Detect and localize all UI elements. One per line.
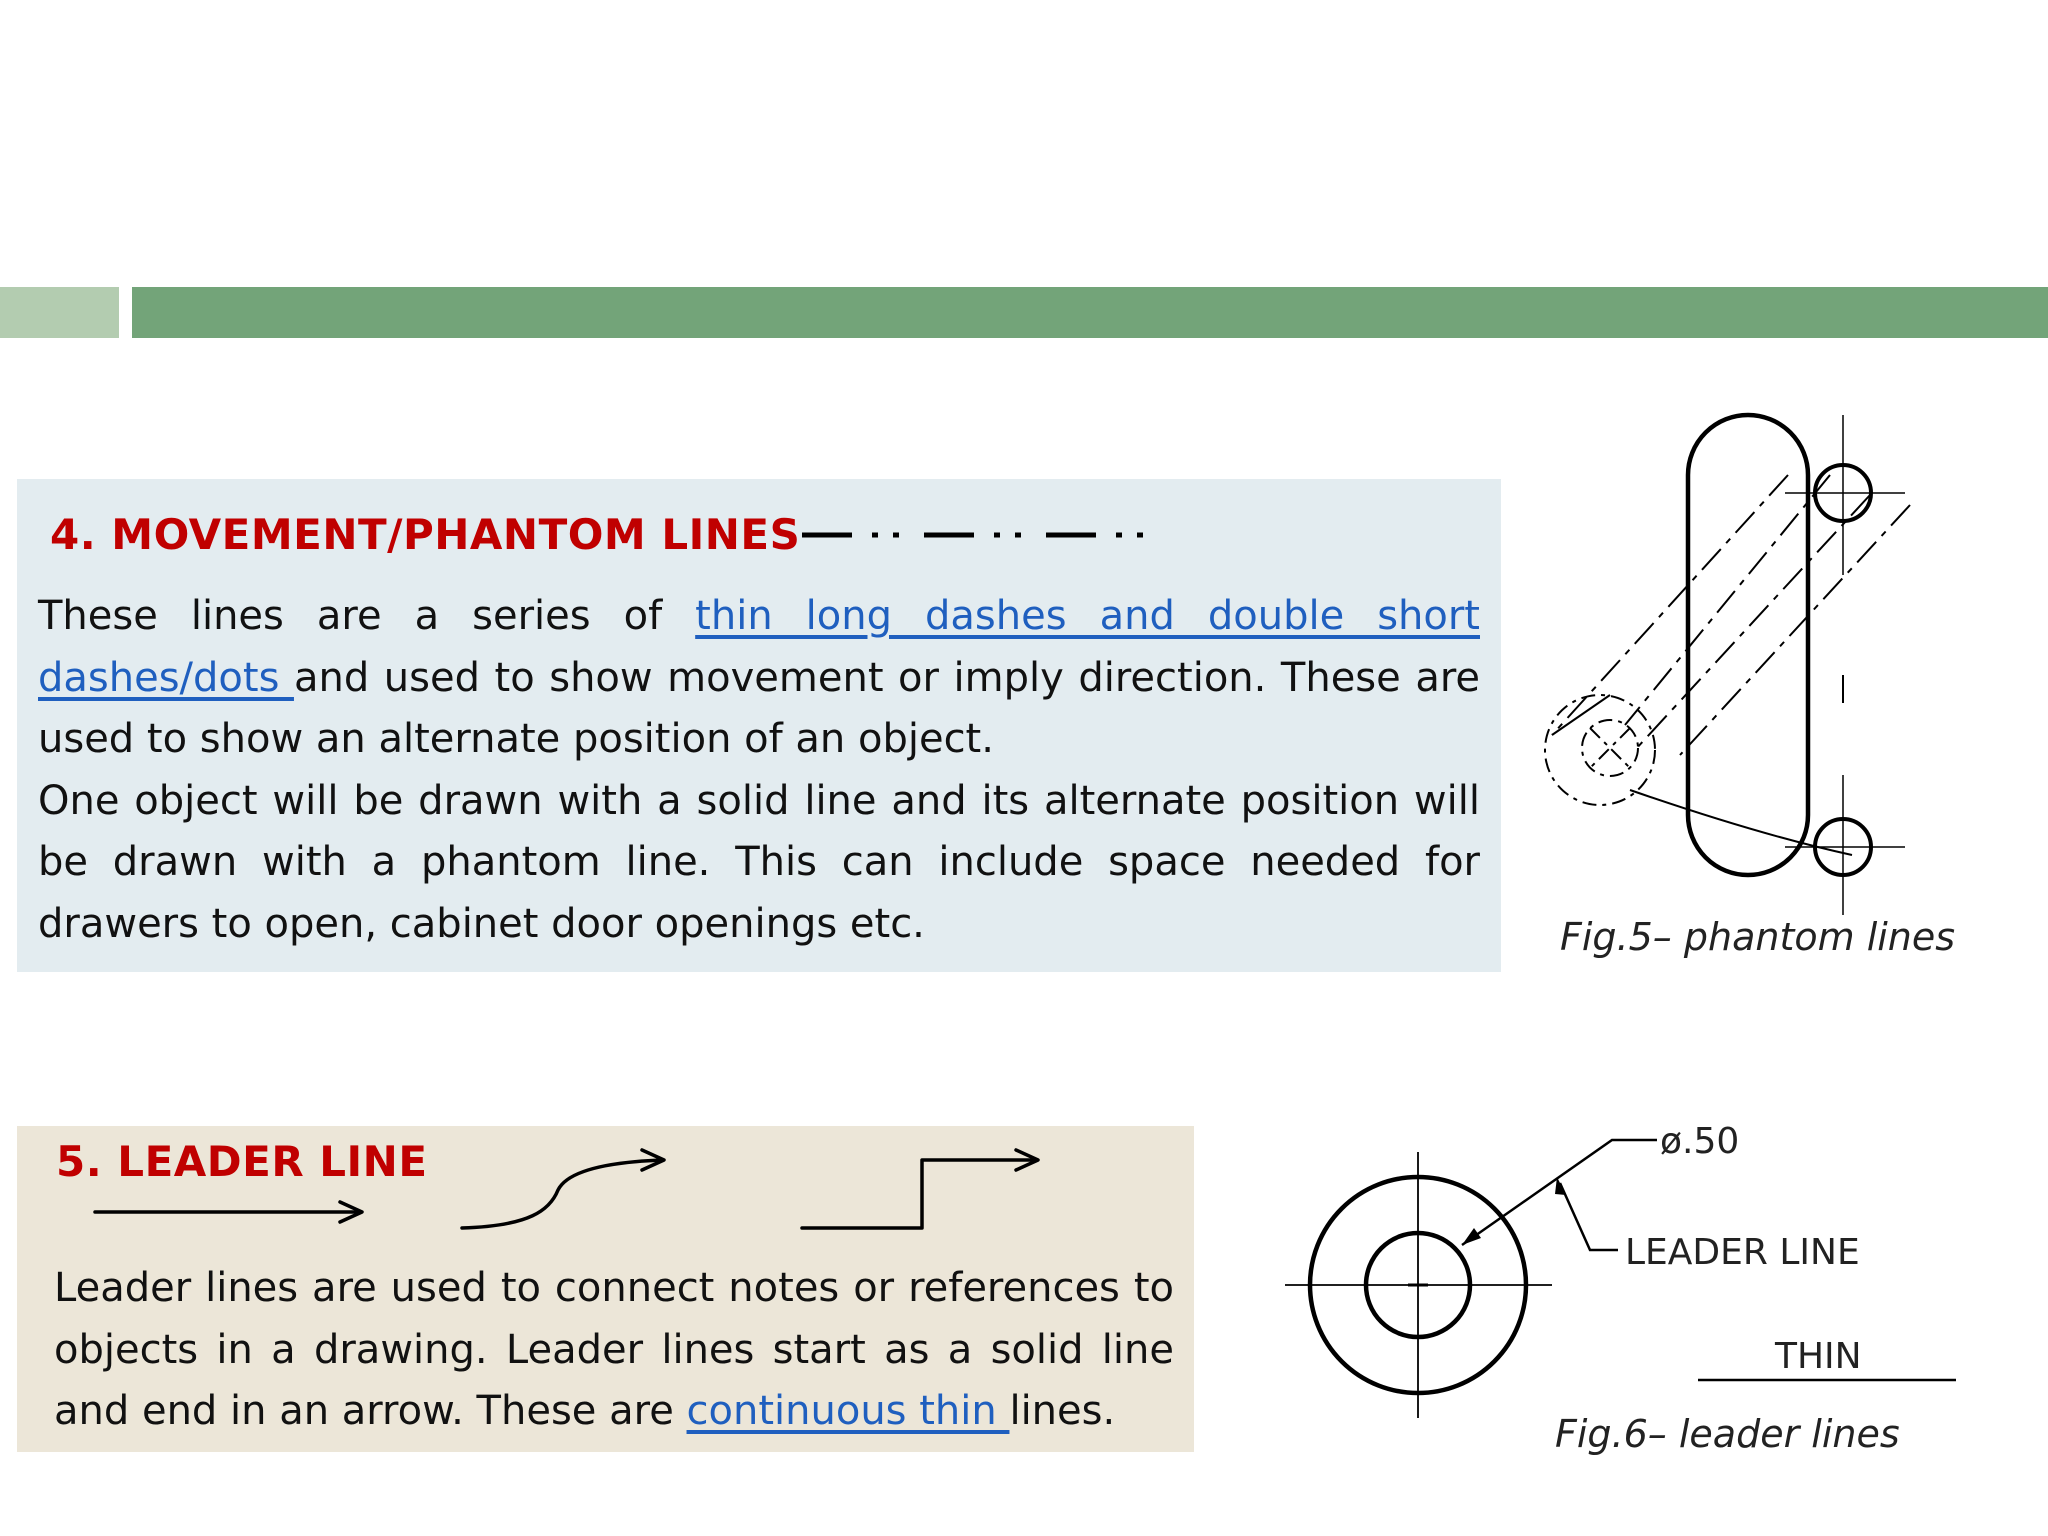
fig-6-caption: Fig.6– leader lines [1555, 1412, 1900, 1456]
leader-lines-figure [1280, 1110, 1980, 1430]
section-5-text [54, 1258, 1174, 1443]
header-bar-accent [0, 287, 119, 338]
section-4-text [38, 586, 1480, 955]
fig-5-caption: Fig.5– phantom lines [1560, 915, 1956, 959]
header-bar [132, 287, 2048, 338]
diameter-label: ø.50 [1660, 1121, 1740, 1162]
section-5-heading: 5. LEADER LINE [56, 1137, 428, 1186]
phantom-line-sample [800, 525, 1150, 545]
thin-label: THIN [1775, 1336, 1862, 1377]
leader-line-samples [90, 1140, 1070, 1240]
leader-line-label: LEADER LINE [1625, 1232, 1860, 1273]
section-4-paragraph-2: One object will be drawn with a solid line and its alternate position will be drawn with a phantom line. This can include space needed for drawers to open, cabinet door openings etc. [38, 777, 1480, 947]
continuous-thin-link[interactable]: continuous thin [686, 1388, 1010, 1434]
section-4-paragraph-1: These lines are a series of thin long dashes and double short dashes/dots and used to show movement or imply direction. These are used to show an alternate position of an object. [38, 593, 1481, 762]
thin-long-dashes-link[interactable]: thin long dashes and double short dashes/dots [38, 593, 1480, 701]
section-4-heading: 4. MOVEMENT/PHANTOM LINES [50, 510, 801, 559]
phantom-lines-figure [1530, 415, 1930, 915]
section-5-paragraph: Leader lines are used to connect notes or references to objects in a drawing. Leader lines start as a solid line and end in an arrow. These are continuous thin lines. [54, 1265, 1174, 1434]
